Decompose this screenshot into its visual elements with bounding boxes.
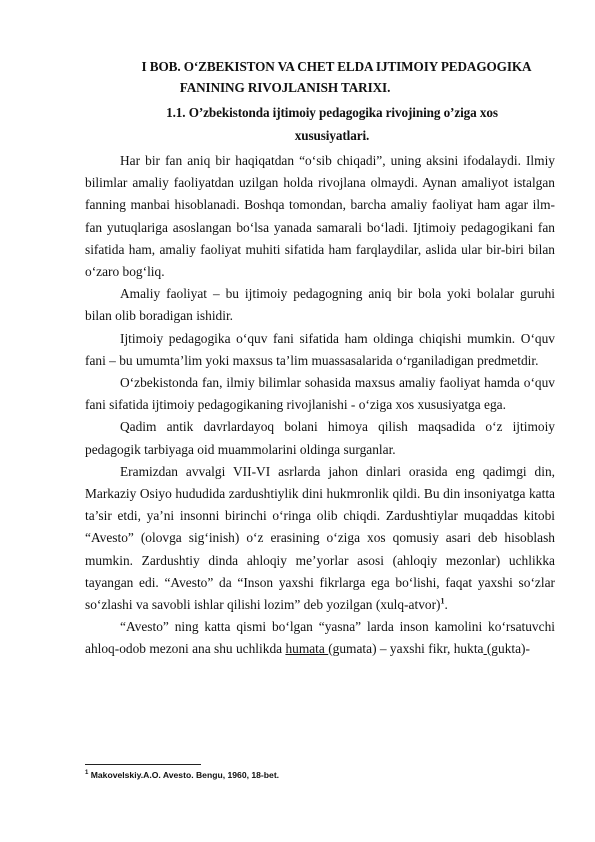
humata-link[interactable]: humata bbox=[285, 641, 329, 657]
paragraph-7-text-a: “Avesto” ning katta qismi bo‘lgan “yasna” larda inson kamolini ko‘rsatuvchi ahloq-odob mezoni ana shu uchlikda bbox=[85, 619, 555, 657]
footnote-reference[interactable]: 1 bbox=[440, 596, 445, 606]
footnote-divider bbox=[85, 764, 201, 765]
paragraph-7-text-b: (gumata) – yaxshi fikr, hukta bbox=[328, 641, 484, 657]
paragraph-7-text-c: (gukta)- bbox=[486, 641, 530, 657]
section-title-line1: 1.1. O’zbekistonda ijtimoiy pedagogika rivojining o’ziga xos bbox=[166, 105, 498, 120]
footnote bbox=[85, 769, 279, 781]
paragraph-4: O‘zbekistonda fan, ilmiy bilimlar sohasida maxsus amaliy faoliyat hamda o‘quv fani sifatida ijtimoiy pedagogikaning rivojlanishi - o‘ziga xos xususiyatga ega. bbox=[85, 375, 555, 413]
paragraph-1: Har bir fan aniq bir haqiqatdan “o‘sib chiqadi”, uning aksini ifodalaydi. Ilmiy bilimlar amaliy faoliyatdan uzilgan holda rivojlana olmaydi. Aynan amaliyot istalgan fanning manbai hisoblanadi. Boshqa tomondan, barcha amaliy faoliyat ham agar ilm-fan yutuqlariga asoslangan bo‘lsa yanada samarali bo‘ladi. Ijtimoiy pedagogikani fan sifatida ham, amaliy faoliyat muhiti sifatida ham farqlaydilar, aslida ular bir-biri bilan o‘zaro bog‘liq. bbox=[85, 153, 555, 280]
paragraph-6: Eramizdan avvalgi VII-VI asrlarda jahon dinlari orasida eng qadimgi din, Markaziy Osiyo hududida zardushtiylik dini hukmronlik qildi. Bu din insoniyatga katta ta’sir etdi, ya’ni insonni birinchi o‘ringa olib chiqdi. Zardushtiylar muqaddas kitobi “Avesto” (olovga sig‘inish) o‘z erasining o‘ziga xos qomusiy asari deb hisoblash mumkin. Zardushtiy dinda ahloqiy me’yorlar asosi (ahloqiy mezonlar) uchlikka tayangan edi. “Avesto” da “Inson yaxshi fikrlarga ega bo‘lishi, faqat yaxshi so‘zlar so‘zlashi va savobli ishlar qilishi lozim” deb yozilgan (xulq-atvor)$^1$. bbox=[85, 463, 555, 613]
section-title-line2: xususiyatlari. bbox=[294, 128, 370, 143]
chapter-title-line1: I BOB. O‘ZBEKISTON VA CHET ELDA IJTIMOIY PEDAGOGIKA bbox=[141, 59, 532, 74]
footnote-number: 1 bbox=[85, 770, 89, 777]
paragraph-5: Qadim antik davrlardayoq bolani himoya qilish maqsadida o‘z ijtimoiy pedagogik tarbiyaga oid muammolarini oldinga surganlar. bbox=[85, 419, 555, 457]
paragraph-2: Amaliy faoliyat – bu ijtimoiy pedagogning aniq bir bola yoki bolalar guruhi bilan olib boradigan ishidir. bbox=[85, 286, 555, 324]
paragraph-7 bbox=[85, 616, 555, 660]
chapter-title-line2: FANINING RIVOJLANISH TARIXI. bbox=[179, 80, 391, 95]
paragraph-3: Ijtimoiy pedagogika o‘quv fani sifatida ham oldinga chiqishi mumkin. O‘quv fani – bu umumta’lim yoki maxsus ta’lim muassasalarida o‘rganiladigan predmetdir. bbox=[85, 330, 555, 368]
body-text bbox=[85, 150, 555, 661]
footnote-text: Makovelskiy.A.O. Avesto. Bengu, 1960, 18-bet. bbox=[90, 770, 280, 780]
paragraph-6-text: Eramizdan avvalgi VII-VI asrlarda jahon dinlari orasida eng qadimgi din, Markaziy Osiyo hududida zardushtiylik dini hukmronlik qildi. Bu din insoniyatga katta ta’sir etdi, ya’ni insonni birinchi o‘ringa olib chiqdi. Zardushtiylar muqaddas kitobi “Avesto” (olovga sig‘inish) o‘z erasining o‘ziga xos qomusiy asari deb hisoblash mumkin. Zardushtiy dinda ahloqiy me’yorlar asosi (ahloqiy mezonlar) uchlikka tayangan edi. “Avesto” da “Inson yaxshi fikrlarga ega bo‘lishi, faqat yaxshi so‘zlar so‘zlashi va savobli ishlar qilishi lozim” deb yozilgan (xulq-atvor) bbox=[85, 463, 555, 613]
